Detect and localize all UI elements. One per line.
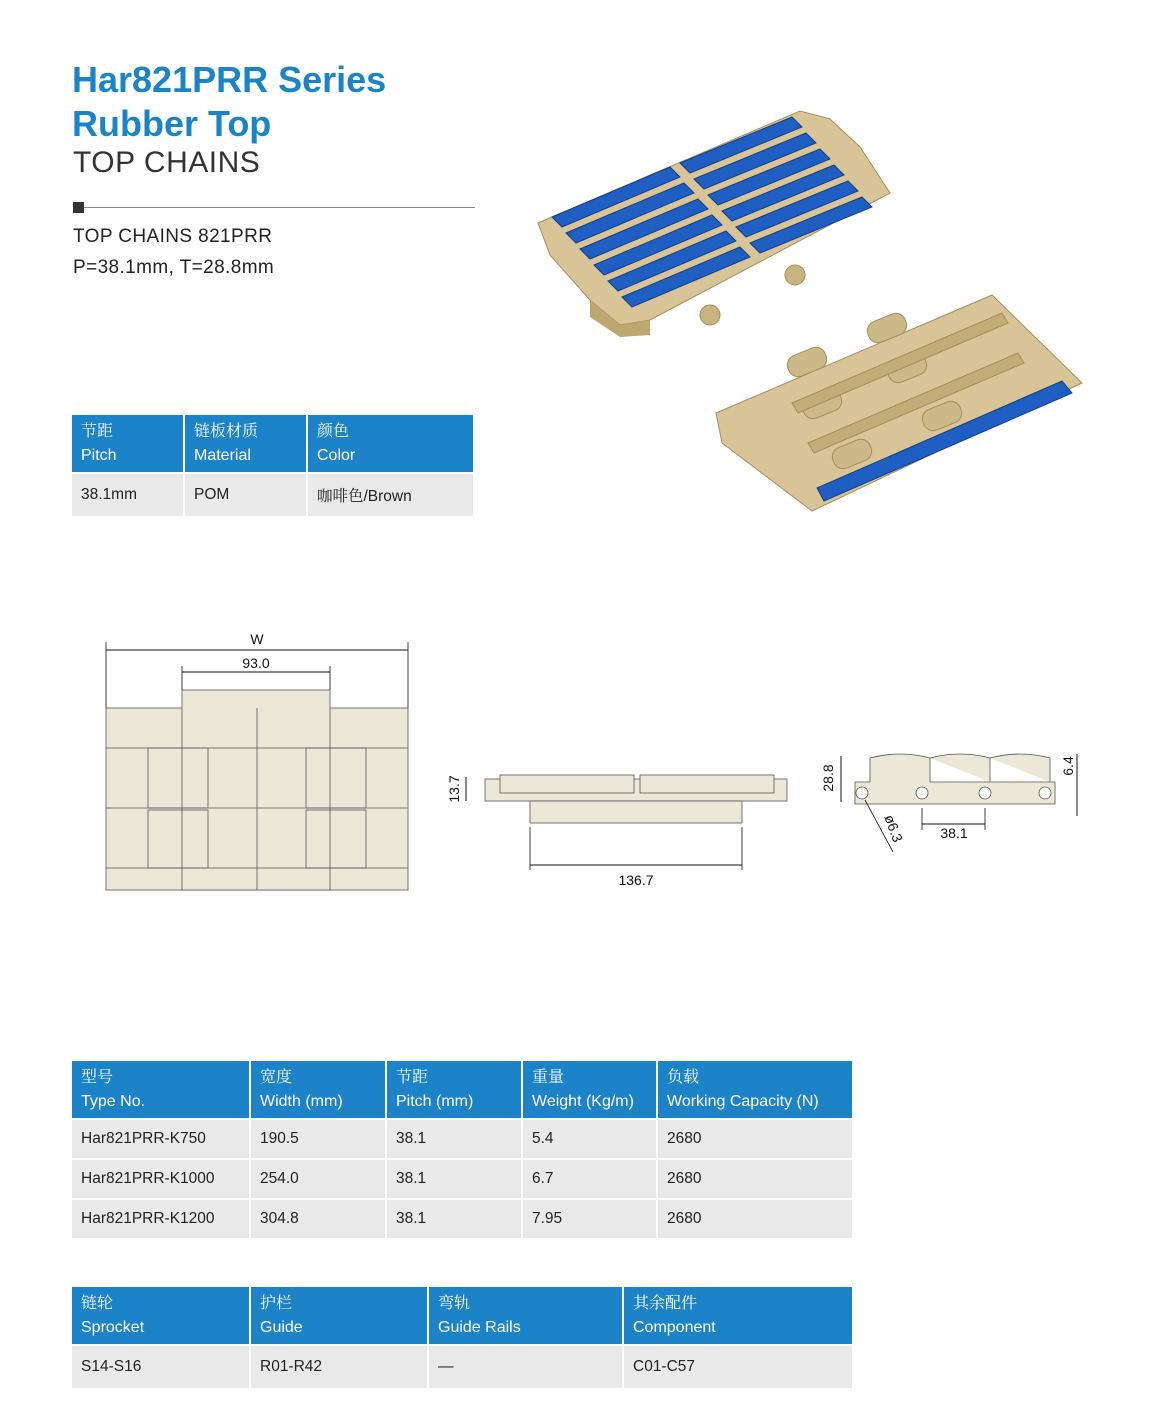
cell-material: POM xyxy=(184,473,307,516)
cell-capacity: 2680 xyxy=(657,1199,852,1238)
header-weight: 重量 Weight (Kg/m) xyxy=(522,1061,657,1119)
cell-pitch: 38.1mm xyxy=(72,473,184,516)
header-capacity: 负载 Working Capacity (N) xyxy=(657,1061,852,1119)
cell-color: 咖啡色/Brown xyxy=(307,473,473,516)
header-pitch: 节距 Pitch xyxy=(72,415,184,473)
header-pitch-mm: 节距 Pitch (mm) xyxy=(386,1061,522,1119)
spec-line-2: P=38.1mm, T=28.8mm xyxy=(73,257,275,278)
accessory-table-header xyxy=(72,1287,852,1345)
dim-136-7-label: 136.7 xyxy=(618,872,654,888)
dim-6-4-label: 6.4 xyxy=(1060,756,1076,776)
dim-hole-label: ø6.3 xyxy=(881,812,907,845)
cell-weight: 7.95 xyxy=(522,1199,657,1238)
dim-13-7-label: 13.7 xyxy=(446,775,462,803)
table-row xyxy=(72,1119,852,1159)
cell-sprocket: S14-S16 xyxy=(72,1345,250,1388)
cell-type: Har821PRR-K1200 xyxy=(72,1199,250,1238)
dim-93-label: 93.0 xyxy=(242,655,270,671)
cell-width: 254.0 xyxy=(250,1159,386,1199)
table-row xyxy=(72,473,473,516)
cell-guide-rails: — xyxy=(428,1345,623,1388)
cell-capacity: 2680 xyxy=(657,1159,852,1199)
dim-w-label: W xyxy=(250,631,264,647)
header-material: 链板材质 Material xyxy=(184,415,307,473)
title-line-2: Rubber Top xyxy=(72,103,272,144)
spec-line-1: TOP CHAINS 821PRR xyxy=(73,226,273,247)
cell-type: Har821PRR-K750 xyxy=(72,1119,250,1159)
title-line-1: Har821PRR Series xyxy=(72,59,387,100)
header-color: 颜色 Color xyxy=(307,415,473,473)
chain-illustration-bottom xyxy=(712,293,1084,515)
header-width: 宽度 Width (mm) xyxy=(250,1061,386,1119)
header-guide: 护栏 Guide xyxy=(250,1287,428,1345)
type-table-header xyxy=(72,1061,852,1119)
cell-pitch: 38.1 xyxy=(386,1119,522,1159)
type-table xyxy=(72,1061,852,1238)
cell-width: 304.8 xyxy=(250,1199,386,1238)
table-row xyxy=(72,1199,852,1238)
cell-weight: 6.7 xyxy=(522,1159,657,1199)
dim-28-8-label: 28.8 xyxy=(820,764,836,792)
material-table-header xyxy=(72,415,473,473)
profile-links xyxy=(855,754,1055,804)
top-view-drawing xyxy=(100,628,415,898)
dim-pitch-label: 38.1 xyxy=(940,825,968,841)
top-view-plates xyxy=(106,690,408,890)
profile-drawing xyxy=(815,748,1085,858)
cell-component: C01-C57 xyxy=(623,1345,852,1388)
material-table xyxy=(72,415,473,516)
cell-capacity: 2680 xyxy=(657,1119,852,1159)
header-guide-rails: 弯轨 Guide Rails xyxy=(428,1287,623,1345)
cell-type: Har821PRR-K1000 xyxy=(72,1159,250,1199)
table-row xyxy=(72,1345,852,1388)
header-component: 其余配件 Component xyxy=(623,1287,852,1345)
cell-weight: 5.4 xyxy=(522,1119,657,1159)
accessory-table xyxy=(72,1287,852,1388)
side-view-body xyxy=(485,775,787,823)
cell-pitch: 38.1 xyxy=(386,1159,522,1199)
divider xyxy=(73,207,475,208)
cell-width: 190.5 xyxy=(250,1119,386,1159)
cell-guide: R01-R42 xyxy=(250,1345,428,1388)
subtitle: TOP CHAINS xyxy=(73,146,261,179)
table-row xyxy=(72,1159,852,1199)
header-sprocket: 链轮 Sprocket xyxy=(72,1287,250,1345)
divider-marker xyxy=(73,202,84,213)
side-view-drawing xyxy=(440,765,800,895)
page-title xyxy=(72,58,386,146)
cell-pitch: 38.1 xyxy=(386,1199,522,1238)
header-type-no: 型号 Type No. xyxy=(72,1061,250,1119)
